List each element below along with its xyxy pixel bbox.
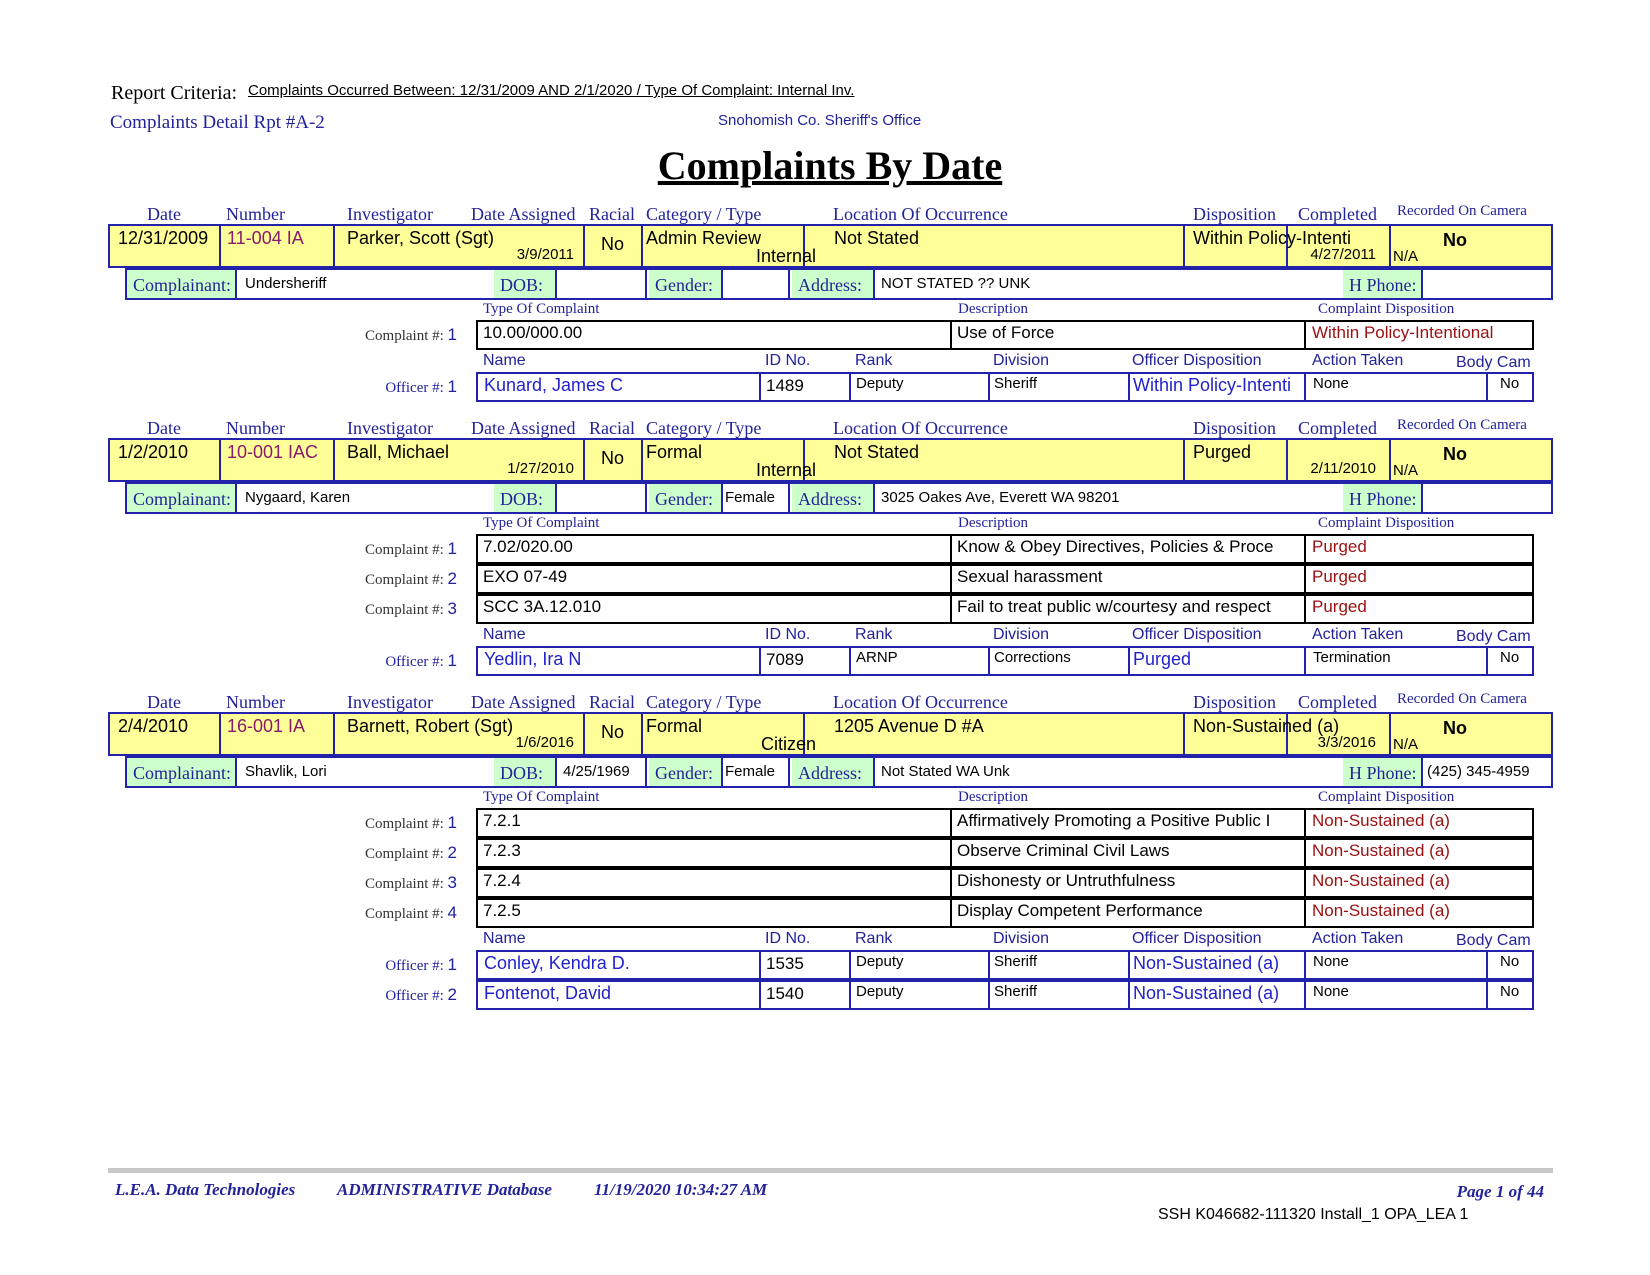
footer-company: L.E.A. Data Technologies xyxy=(115,1180,296,1199)
officer-disposition: Within Policy-Intenti xyxy=(1133,375,1292,395)
category-type: Internal xyxy=(755,246,816,266)
column-divider xyxy=(950,566,952,592)
column-divider xyxy=(988,648,990,674)
col-header-category: Category / Type xyxy=(646,692,762,712)
col-header-officer-disposition: Officer Disposition xyxy=(1132,930,1262,947)
complaint-disposition: Non-Sustained (a) xyxy=(1312,871,1450,890)
column-divider xyxy=(1304,952,1306,978)
column-divider xyxy=(759,648,761,674)
col-header-name: Name xyxy=(483,930,526,947)
na-flag: N/A xyxy=(1393,462,1419,479)
complaint-type: SCC 3A.12.010 xyxy=(483,597,602,616)
page-title: Complaints By Date xyxy=(657,143,1003,188)
investigator-name: Barnett, Robert (Sgt) xyxy=(347,716,514,736)
officer-division: Corrections xyxy=(994,649,1071,666)
complaint-type: 10.00/000.00 xyxy=(483,323,583,342)
column-divider xyxy=(1183,440,1185,480)
investigator-name: Ball, Michael xyxy=(347,442,450,462)
column-divider xyxy=(950,870,952,896)
column-divider xyxy=(950,596,952,622)
col-header-number: Number xyxy=(226,204,285,224)
col-header-racial: Racial xyxy=(589,692,635,712)
completed-date: 4/27/2011 xyxy=(1310,246,1376,263)
col-header-officer-disposition: Officer Disposition xyxy=(1132,352,1262,369)
column-divider xyxy=(950,322,952,348)
col-header-date: Date xyxy=(147,692,181,712)
complaint-description: Fail to treat public w/courtesy and respect xyxy=(957,597,1271,616)
category-type: Citizen xyxy=(760,734,816,754)
action-taken: None xyxy=(1313,983,1349,1000)
officer-label-text: Officer #: xyxy=(385,988,444,1004)
complaint-number: 11-004 IA xyxy=(227,228,304,248)
column-divider xyxy=(1183,714,1185,754)
label-address: Address: xyxy=(792,758,875,786)
column-divider xyxy=(1486,952,1488,978)
col-header-completed: Completed xyxy=(1298,418,1377,438)
complaint-number-label xyxy=(300,873,457,893)
col-header-investigator: Investigator xyxy=(347,204,433,224)
complaint-index: 1 xyxy=(447,539,457,558)
col-header-type-of-complaint: Type Of Complaint xyxy=(483,515,600,531)
officer-label-text: Officer #: xyxy=(385,380,444,396)
column-divider xyxy=(1304,536,1306,562)
complaint-type: 7.2.1 xyxy=(483,811,521,830)
report-criteria-label: Report Criteria: xyxy=(111,82,238,104)
officer-label-text: Officer #: xyxy=(385,958,444,974)
column-divider xyxy=(950,810,952,836)
col-header-division: Division xyxy=(993,352,1050,369)
category: Admin Review xyxy=(646,228,762,248)
label-dob: DOB: xyxy=(494,758,557,786)
column-divider xyxy=(1128,982,1130,1008)
col-header-action-taken: Action Taken xyxy=(1312,626,1404,643)
column-divider xyxy=(333,440,335,480)
complaint-number: 10-001 IAC xyxy=(227,442,319,462)
category: Formal xyxy=(646,716,703,736)
col-header-completed: Completed xyxy=(1298,692,1377,712)
complaint-date: 2/4/2010 xyxy=(118,716,189,736)
complaint-date: 1/2/2010 xyxy=(118,442,189,462)
col-header-complaint-disposition: Complaint Disposition xyxy=(1318,301,1455,317)
complaint-label-text: Complaint #: xyxy=(365,328,444,344)
col-header-camera: Recorded On Camera xyxy=(1397,203,1527,219)
col-header-camera: Recorded On Camera xyxy=(1397,691,1527,707)
label-address: Address: xyxy=(792,270,875,298)
label-dob: DOB: xyxy=(494,484,557,512)
col-header-category: Category / Type xyxy=(646,204,762,224)
action-taken: None xyxy=(1313,375,1349,392)
date-assigned: 1/6/2016 xyxy=(515,734,574,751)
label-gender: Gender: xyxy=(649,484,723,512)
col-header-assigned: Date Assigned xyxy=(471,204,576,224)
officer-id: 1535 xyxy=(766,954,804,973)
column-divider xyxy=(1304,982,1306,1008)
col-header-action-taken: Action Taken xyxy=(1312,930,1404,947)
col-header-racial: Racial xyxy=(589,204,635,224)
officer-division: Sheriff xyxy=(994,983,1038,1000)
officer-name: Yedlin, Ira N xyxy=(484,649,582,669)
column-divider xyxy=(1389,226,1391,266)
col-header-type-of-complaint: Type Of Complaint xyxy=(483,301,600,317)
column-divider xyxy=(1128,952,1130,978)
complainant-complainant: Undersheriff xyxy=(245,275,327,292)
column-divider xyxy=(1304,322,1306,348)
complaint-label-text: Complaint #: xyxy=(365,602,444,618)
column-divider xyxy=(1304,648,1306,674)
complainant-row xyxy=(125,756,1553,788)
complainant-row xyxy=(125,482,1553,514)
complainant-complainant: Nygaard, Karen xyxy=(245,489,351,506)
complaint-disposition: Purged xyxy=(1312,597,1367,616)
complaint-date: 12/31/2009 xyxy=(118,228,209,248)
body-cam: No xyxy=(1500,953,1520,970)
footer-database: ADMINISTRATIVE Database xyxy=(337,1180,552,1199)
officer-number-label xyxy=(300,955,457,975)
column-divider xyxy=(759,982,761,1008)
col-header-investigator: Investigator xyxy=(347,418,433,438)
officer-rank: Deputy xyxy=(856,375,904,392)
col-header-complaint-disposition: Complaint Disposition xyxy=(1318,515,1455,531)
column-divider xyxy=(641,714,643,754)
label-hphone: H Phone: xyxy=(1343,484,1423,512)
complainant-complainant: Shavlik, Lori xyxy=(245,763,327,780)
column-divider xyxy=(1304,870,1306,896)
col-header-assigned: Date Assigned xyxy=(471,418,576,438)
column-divider xyxy=(1389,440,1391,480)
complaint-index: 4 xyxy=(447,903,457,922)
footer-divider xyxy=(108,1168,1553,1173)
recorded-on-camera: No xyxy=(1443,718,1467,738)
officer-label-text: Officer #: xyxy=(385,654,444,670)
officer-disposition: Non-Sustained (a) xyxy=(1133,953,1280,973)
officer-division: Sheriff xyxy=(994,953,1038,970)
complaint-label-text: Complaint #: xyxy=(365,816,444,832)
complaint-index: 2 xyxy=(447,843,457,862)
column-divider xyxy=(759,952,761,978)
label-gender: Gender: xyxy=(649,758,723,786)
column-divider xyxy=(950,840,952,866)
column-divider xyxy=(219,714,221,754)
completed-date: 2/11/2010 xyxy=(1310,460,1376,477)
complainant-dob: 4/25/1969 xyxy=(563,763,630,780)
racial-flag: No xyxy=(601,234,625,254)
col-header-division: Division xyxy=(993,930,1050,947)
col-header-disposition: Disposition xyxy=(1193,204,1277,224)
column-divider xyxy=(641,440,643,480)
complaint-index: 1 xyxy=(447,813,457,832)
officer-number-label xyxy=(300,985,457,1005)
complaint-index: 2 xyxy=(447,569,457,588)
complaint-type: 7.2.4 xyxy=(483,871,521,890)
complaint-description: Display Competent Performance xyxy=(957,901,1203,920)
complainant-address: NOT STATED ?? UNK xyxy=(881,275,1031,292)
column-divider xyxy=(1486,648,1488,674)
col-header-body-cam: Body Cam xyxy=(1456,354,1531,371)
col-header-officer-disposition: Officer Disposition xyxy=(1132,626,1262,643)
body-cam: No xyxy=(1500,375,1520,392)
officer-id: 7089 xyxy=(766,650,804,669)
column-divider xyxy=(788,758,790,786)
category: Formal xyxy=(646,442,703,462)
category-type: Internal xyxy=(755,460,816,480)
col-header-description: Description xyxy=(958,515,1028,531)
label-dob: DOB: xyxy=(494,270,557,298)
column-divider xyxy=(1128,648,1130,674)
column-divider xyxy=(333,714,335,754)
complaint-description: Dishonesty or Untruthfulness xyxy=(957,871,1176,890)
officer-number-label xyxy=(300,651,457,671)
col-header-type-of-complaint: Type Of Complaint xyxy=(483,789,600,805)
complainant-hphone: (425) 345-4959 xyxy=(1427,763,1530,780)
label-complainant: Complainant: xyxy=(127,270,237,298)
column-divider xyxy=(849,952,851,978)
complaint-label-text: Complaint #: xyxy=(365,572,444,588)
column-divider xyxy=(788,484,790,512)
column-divider xyxy=(583,440,585,480)
column-divider xyxy=(645,484,647,512)
officer-rank: ARNP xyxy=(856,649,898,666)
column-divider xyxy=(988,374,990,400)
col-header-investigator: Investigator xyxy=(347,692,433,712)
officer-division: Sheriff xyxy=(994,375,1038,392)
complaint-label-text: Complaint #: xyxy=(365,542,444,558)
col-header-id-no: ID No. xyxy=(765,352,811,369)
col-header-date: Date xyxy=(147,418,181,438)
col-header-location: Location Of Occurrence xyxy=(833,204,1008,224)
complainant-address: 3025 Oakes Ave, Everett WA 98201 xyxy=(881,489,1120,506)
officer-index: 1 xyxy=(447,955,457,974)
officer-name: Kunard, James C xyxy=(484,375,624,395)
col-header-date: Date xyxy=(147,204,181,224)
column-divider xyxy=(333,226,335,266)
complaint-type: 7.2.5 xyxy=(483,901,521,920)
complaint-disposition: Purged xyxy=(1312,537,1367,556)
column-divider xyxy=(1304,374,1306,400)
complaint-type: 7.2.3 xyxy=(483,841,521,860)
officer-name: Conley, Kendra D. xyxy=(484,953,630,973)
footer-page-number: Page 1 of 44 xyxy=(1456,1182,1544,1201)
col-header-number: Number xyxy=(226,692,285,712)
complaint-label-text: Complaint #: xyxy=(365,906,444,922)
column-divider xyxy=(788,270,790,298)
investigator-name: Parker, Scott (Sgt) xyxy=(347,228,495,248)
body-cam: No xyxy=(1500,983,1520,1000)
officer-id: 1489 xyxy=(766,376,804,395)
officer-number-label xyxy=(300,377,457,397)
complaint-number-label xyxy=(300,539,457,559)
complaint-description: Affirmatively Promoting a Positive Public I xyxy=(957,811,1271,830)
label-complainant: Complainant: xyxy=(127,484,237,512)
col-header-location: Location Of Occurrence xyxy=(833,692,1008,712)
location-of-occurrence: Not Stated xyxy=(834,228,920,248)
column-divider xyxy=(849,374,851,400)
officer-rank: Deputy xyxy=(856,953,904,970)
complaint-disposition: Non-Sustained (a) xyxy=(1312,811,1450,830)
col-header-rank: Rank xyxy=(855,930,893,947)
column-divider xyxy=(1304,596,1306,622)
complaint-disposition: Non-Sustained (a) xyxy=(1312,901,1450,920)
na-flag: N/A xyxy=(1393,248,1419,265)
col-header-location: Location Of Occurrence xyxy=(833,418,1008,438)
disposition: Purged xyxy=(1193,442,1252,462)
column-divider xyxy=(583,714,585,754)
complaint-disposition: Within Policy-Intentional xyxy=(1312,323,1494,342)
complaint-number: 16-001 IA xyxy=(227,716,306,736)
label-hphone: H Phone: xyxy=(1343,758,1423,786)
complaint-label-text: Complaint #: xyxy=(365,876,444,892)
footer-timestamp: 11/19/2020 10:34:27 AM xyxy=(594,1180,768,1199)
complaint-description: Use of Force xyxy=(957,323,1055,342)
complainant-address: Not Stated WA Unk xyxy=(881,763,1010,780)
complaint-type: EXO 07-49 xyxy=(483,567,568,586)
label-complainant: Complainant: xyxy=(127,758,237,786)
officer-id: 1540 xyxy=(766,984,804,1003)
complaint-number-label xyxy=(300,599,457,619)
date-assigned: 1/27/2010 xyxy=(507,460,574,477)
complaint-type: 7.02/020.00 xyxy=(483,537,573,556)
column-divider xyxy=(1183,226,1185,266)
officer-rank: Deputy xyxy=(856,983,904,1000)
complaint-disposition: Purged xyxy=(1312,567,1367,586)
col-header-rank: Rank xyxy=(855,352,893,369)
complainant-gender: Female xyxy=(725,763,776,780)
column-divider xyxy=(988,982,990,1008)
label-gender: Gender: xyxy=(649,270,723,298)
column-divider xyxy=(1304,840,1306,866)
date-assigned: 3/9/2011 xyxy=(516,246,574,263)
col-header-division: Division xyxy=(993,626,1050,643)
column-divider xyxy=(988,952,990,978)
body-cam: No xyxy=(1500,649,1520,666)
action-taken: Termination xyxy=(1313,649,1391,666)
complainant-gender: Female xyxy=(725,489,776,506)
col-header-body-cam: Body Cam xyxy=(1456,932,1531,949)
column-divider xyxy=(1389,714,1391,754)
report-id: Complaints Detail Rpt #A-2 xyxy=(110,112,325,133)
col-header-disposition: Disposition xyxy=(1193,692,1277,712)
location-of-occurrence: 1205 Avenue D #A xyxy=(834,716,984,736)
complaint-index: 3 xyxy=(447,873,457,892)
col-header-camera: Recorded On Camera xyxy=(1397,417,1527,433)
complaint-description: Know & Obey Directives, Policies & Proce xyxy=(957,537,1274,556)
column-divider xyxy=(219,226,221,266)
footer-doc-id: SSH K046682-111320 Install_1 OPA_LEA 1 xyxy=(1158,1206,1469,1223)
complaint-number-label xyxy=(300,843,457,863)
recorded-on-camera: No xyxy=(1443,444,1467,464)
na-flag: N/A xyxy=(1393,736,1419,753)
col-header-complaint-disposition: Complaint Disposition xyxy=(1318,789,1455,805)
column-divider xyxy=(1128,374,1130,400)
complaint-index: 3 xyxy=(447,599,457,618)
col-header-description: Description xyxy=(958,789,1028,805)
column-divider xyxy=(1486,374,1488,400)
column-divider xyxy=(583,226,585,266)
recorded-on-camera: No xyxy=(1443,230,1467,250)
column-divider xyxy=(641,226,643,266)
complaint-description: Sexual harassment xyxy=(957,567,1103,586)
col-header-id-no: ID No. xyxy=(765,930,811,947)
complaint-disposition: Non-Sustained (a) xyxy=(1312,841,1450,860)
officer-name: Fontenot, David xyxy=(484,983,612,1003)
column-divider xyxy=(1304,566,1306,592)
complaint-number-label xyxy=(300,903,457,923)
col-header-id-no: ID No. xyxy=(765,626,811,643)
col-header-name: Name xyxy=(483,352,526,369)
column-divider xyxy=(1304,810,1306,836)
column-divider xyxy=(219,440,221,480)
column-divider xyxy=(645,758,647,786)
col-header-assigned: Date Assigned xyxy=(471,692,576,712)
column-divider xyxy=(849,982,851,1008)
col-header-description: Description xyxy=(958,301,1028,317)
col-header-rank: Rank xyxy=(855,626,893,643)
complaint-number-label xyxy=(300,569,457,589)
action-taken: None xyxy=(1313,953,1349,970)
col-header-category: Category / Type xyxy=(646,418,762,438)
col-header-action-taken: Action Taken xyxy=(1312,352,1404,369)
col-header-disposition: Disposition xyxy=(1193,418,1277,438)
column-divider xyxy=(1486,982,1488,1008)
complaint-index: 1 xyxy=(447,325,457,344)
col-header-body-cam: Body Cam xyxy=(1456,628,1531,645)
complaint-description: Observe Criminal Civil Laws xyxy=(957,841,1170,860)
column-divider xyxy=(1304,900,1306,926)
complaint-number-label xyxy=(300,325,457,345)
officer-disposition: Purged xyxy=(1133,649,1192,669)
officer-disposition: Non-Sustained (a) xyxy=(1133,983,1280,1003)
completed-date: 3/3/2016 xyxy=(1317,734,1376,751)
agency-name: Snohomish Co. Sheriff's Office xyxy=(718,112,922,129)
officer-index: 1 xyxy=(447,377,457,396)
col-header-number: Number xyxy=(226,418,285,438)
col-header-completed: Completed xyxy=(1298,204,1377,224)
column-divider xyxy=(645,270,647,298)
col-header-name: Name xyxy=(483,626,526,643)
racial-flag: No xyxy=(601,722,625,742)
column-divider xyxy=(950,536,952,562)
officer-index: 2 xyxy=(447,985,457,1004)
complaint-number-label xyxy=(300,813,457,833)
label-address: Address: xyxy=(792,484,875,512)
complainant-row xyxy=(125,268,1553,300)
officer-index: 1 xyxy=(447,651,457,670)
complaint-label-text: Complaint #: xyxy=(365,846,444,862)
racial-flag: No xyxy=(601,448,625,468)
disposition: Within Policy-Intenti xyxy=(1193,228,1352,248)
disposition: Non-Sustained (a) xyxy=(1193,716,1340,736)
label-hphone: H Phone: xyxy=(1343,270,1423,298)
report-criteria-text: Complaints Occurred Between: 12/31/2009 AND 2/1/2020 / Type Of Complaint: Internal Inv. xyxy=(248,82,855,99)
column-divider xyxy=(849,648,851,674)
column-divider xyxy=(950,900,952,926)
location-of-occurrence: Not Stated xyxy=(834,442,920,462)
column-divider xyxy=(759,374,761,400)
col-header-racial: Racial xyxy=(589,418,635,438)
